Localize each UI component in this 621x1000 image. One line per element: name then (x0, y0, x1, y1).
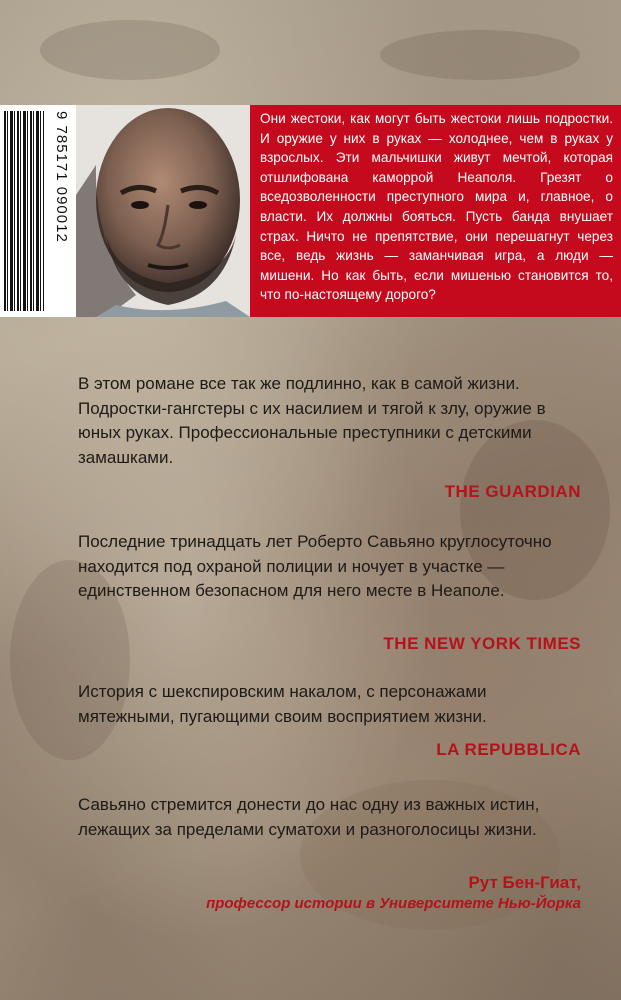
top-block (0, 105, 621, 317)
barcode (0, 105, 76, 317)
review-source-3: LA REPUBBLICA (436, 740, 581, 759)
review-text-2: Последние тринадцать лет Роберто Савьяно круглосуточно находится под охраной полиции и ночует в участке — единственном безопасном для него месте в Неаполе. (78, 532, 552, 600)
wall-texture-stain (40, 20, 220, 80)
author-portrait-image (76, 105, 250, 317)
review-source-2: THE NEW YORK TIMES (383, 634, 581, 653)
author-photo (76, 105, 250, 317)
review-text-1: В этом романе все так же подлинно, как в самой жизни. Подростки-гангстеры с их насилием и тягой к злу, оружие в юных руках. Профессиональные преступники с детскими замашками. (78, 374, 546, 467)
synopsis-box (250, 105, 621, 317)
barcode-number: 9 785171 090012 (53, 111, 70, 243)
barcode-bars (4, 111, 44, 311)
author-name: Рут Бен-Гиат, (468, 873, 581, 892)
review-text-4: Савьяно стремится донести до нас одну из важных истин, лежащих за пределами суматохи и разноголосицы жизни. (78, 795, 540, 839)
author-role: профессор истории в Университете Нью-Йорка (206, 895, 581, 912)
review-text-3: История с шекспировским накалом, с персонажами мятежными, пугающими своим восприятием жизни. (78, 682, 487, 726)
review-author-4 (206, 872, 581, 914)
synopsis-text: Они жестоки, как могут быть жестоки лишь подростки. И оружие у них в руках — холоднее, чем в руках у взрослых. Эти мальчишки живут мечтой, которая отшлифована каморрой Неаполя. Грезят о вседозволенности преступного мира и, главное, о власти. Их должны бояться. Пусть банда внушает страх. Ничто не препятствие, они перешагнут через все, ведь жизнь — заманчивая игра, а люди — мишени. Но как быть, если мишенью становится то, что по-настоящему дорого? (260, 111, 613, 303)
review-source-1: THE GUARDIAN (444, 482, 581, 501)
wall-texture-stain (380, 30, 580, 80)
